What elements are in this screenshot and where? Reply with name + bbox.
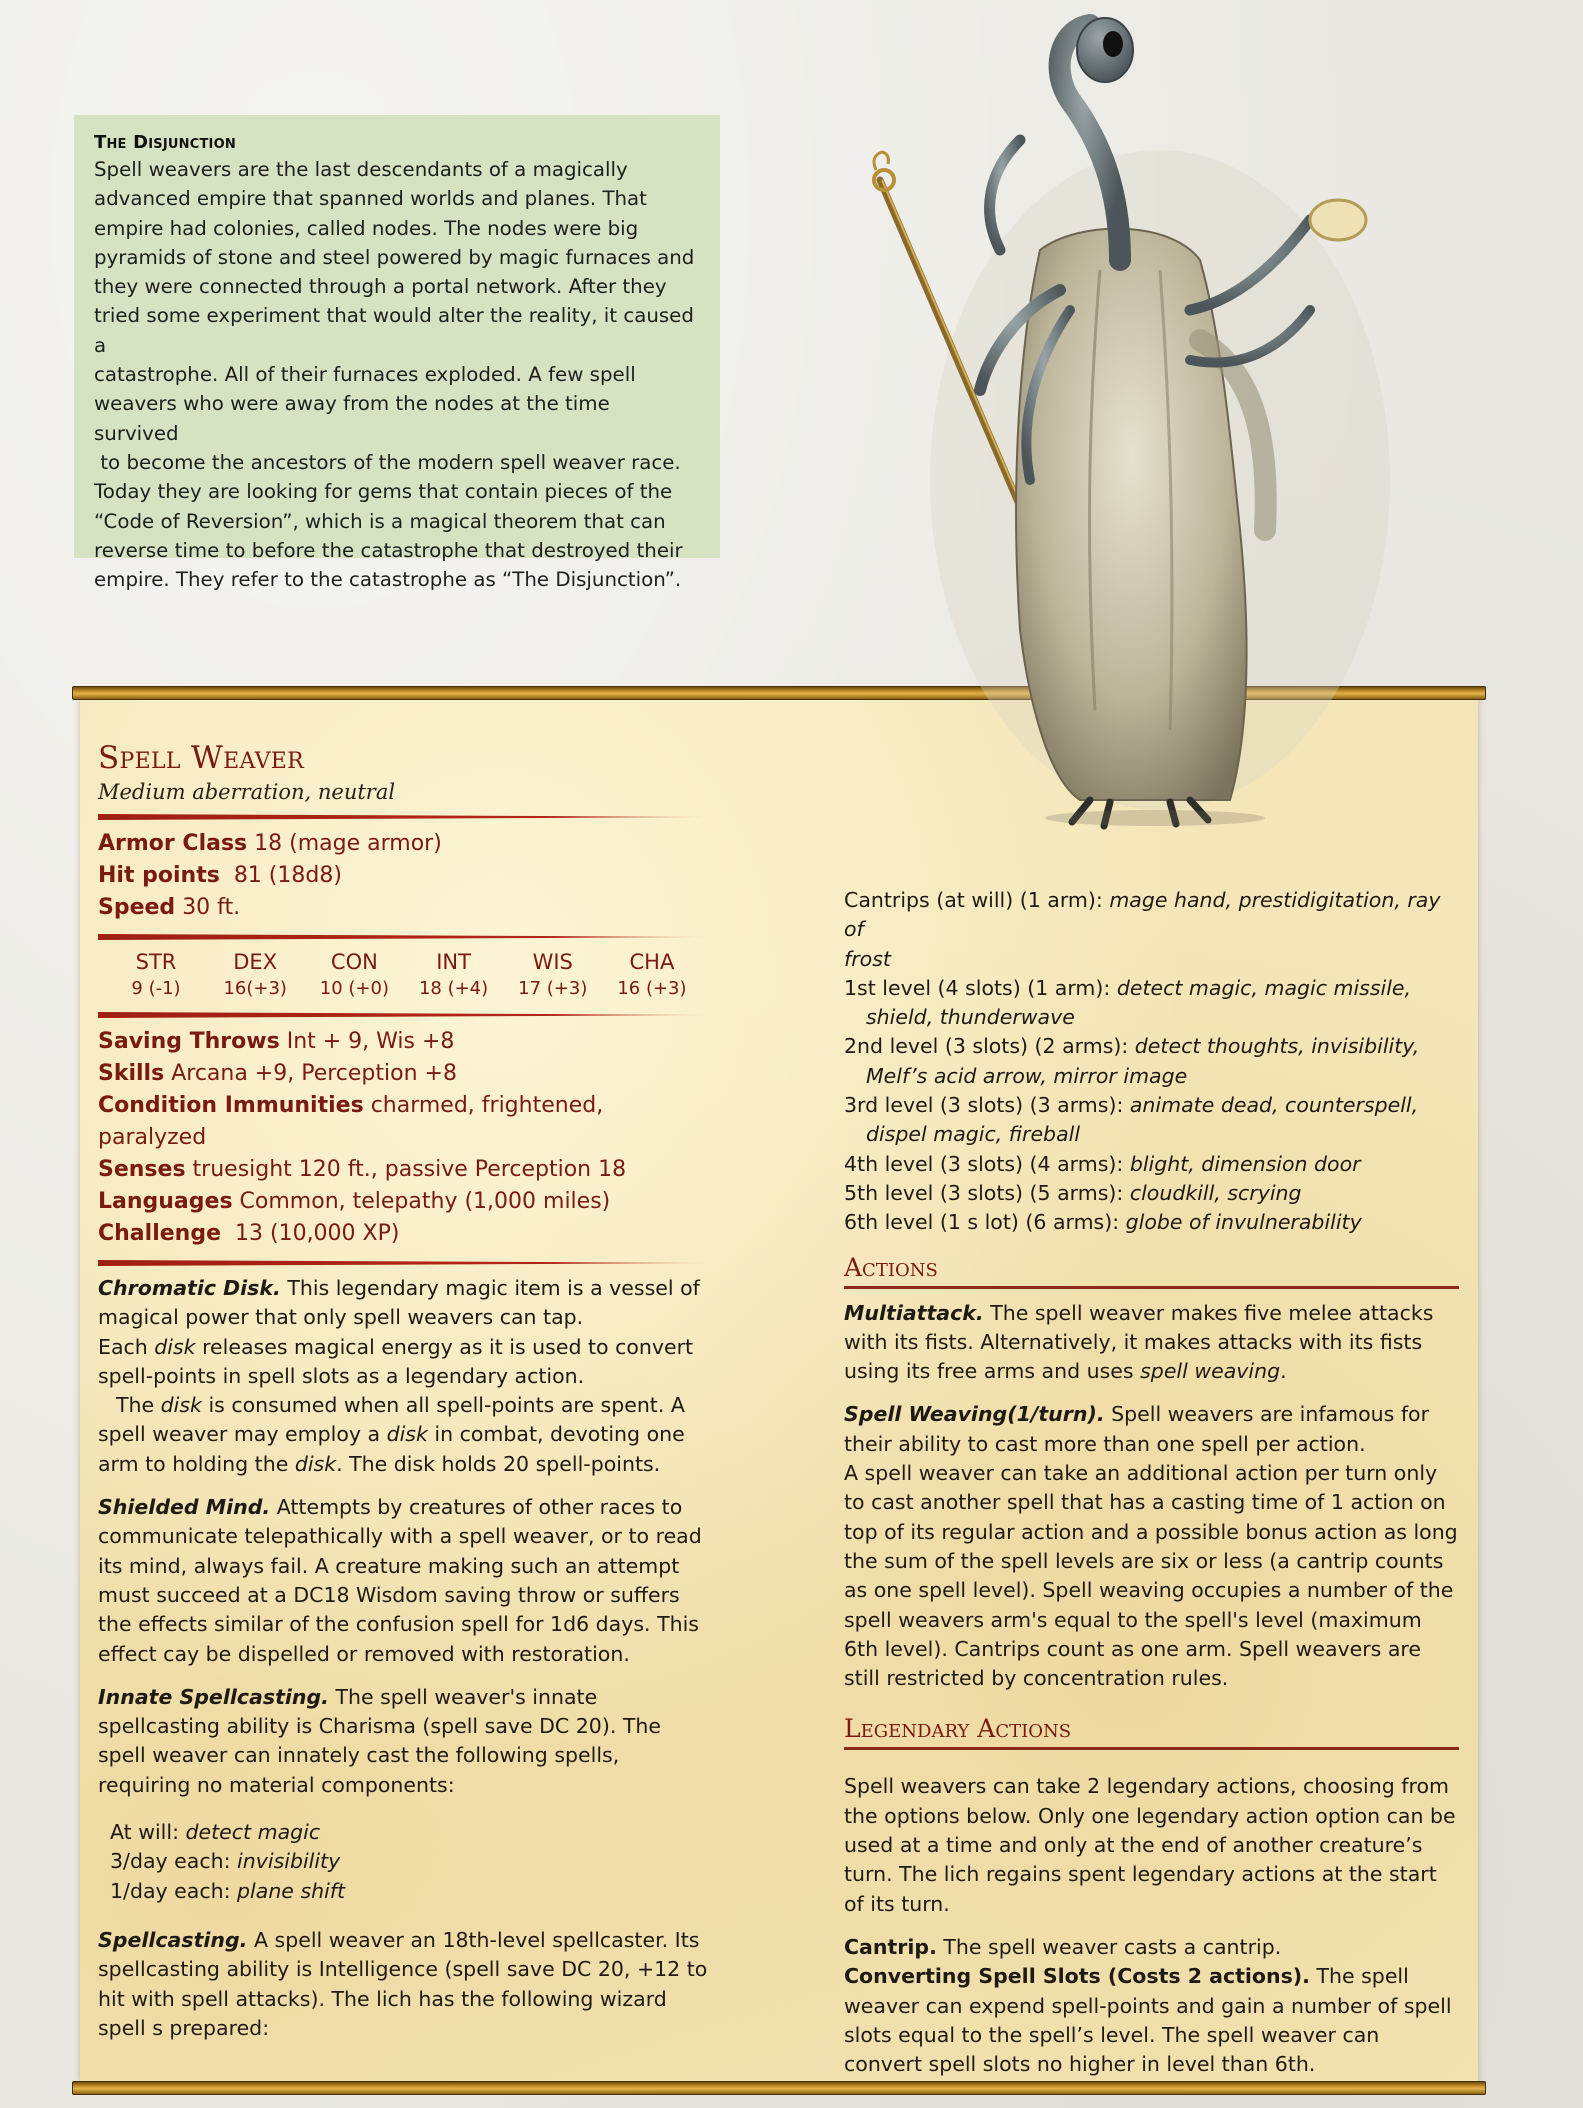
sidebar-line: “Code of Reversion”, which is a magical theorem that can bbox=[94, 509, 666, 533]
spell-slot-line: 4th level (3 slots) (4 arms): blight, dimension door bbox=[844, 1151, 1361, 1176]
sidebar-title: The Disjunction bbox=[94, 132, 236, 153]
stat-block-left-column bbox=[98, 740, 708, 2043]
hit-points: Hit points 81 (18d8) bbox=[98, 863, 342, 888]
sidebar-line: catastrophe. All of their furnaces exploded. A few spell bbox=[94, 363, 636, 387]
stat-block-right-column bbox=[844, 886, 1459, 2079]
divider bbox=[98, 1260, 708, 1266]
innate-spell-line: At will: detect magic bbox=[110, 1820, 321, 1845]
legendary-options: Cantrip. The spell weaver casts a cantrip. Converting Spell Slots (Costs 2 actions). The spell weaver can expend spell-points and gain a number of spell slots equal to the spell’s level. The spell weaver can convert spell slots no higher in level than 6th. bbox=[844, 1934, 1452, 2077]
actions-heading: Actions bbox=[844, 1252, 1459, 1289]
monster-name: Spell Weaver bbox=[98, 740, 304, 776]
divider bbox=[98, 814, 708, 820]
ability-wis: WIS 17 (+3) bbox=[518, 950, 588, 999]
trait-shielded-mind: Shielded Mind. Attempts by creatures of other races to communicate telepathically with a spell weaver, or to read its mind, always fail. A creature making such an attempt must succeed at a DC18 Wisdom saving throw or suffers the effects similar of the confusion spell for 1d6 days. This effect cay be dispelled or removed with restoration. bbox=[98, 1495, 702, 1666]
eye bbox=[1103, 31, 1123, 57]
divider bbox=[98, 1012, 708, 1018]
spell-slot-line: 5th level (3 slots) (5 arms): cloudkill, scrying bbox=[844, 1180, 1302, 1205]
action-spell-weaving: Spell Weaving(1/turn). Spell weavers are infamous for their ability to cast more than one spell per action. A spell weaver can take an additional action per turn only to cast another spell that has a casting time of 1 action on top of its regular action and a possible bonus action as long the sum of the spell levels are six or less (a cantrip counts as one spell level). Spell weaving occupies a number of the spell weavers arm's equal to the spell's level (maximum 6th level). Cantrips count as one arm. Spell weavers are still restricted by concentration rules. bbox=[844, 1402, 1458, 1691]
sidebar-note bbox=[74, 115, 720, 592]
chromatic-disk bbox=[1310, 200, 1366, 240]
sidebar-line: empire. They refer to the catastrophe as “The Disjunction”. bbox=[94, 568, 682, 592]
sidebar-line: pyramids of stone and steel powered by magic furnaces and bbox=[94, 245, 695, 269]
sidebar-line: reverse time to before the catastrophe that destroyed their bbox=[94, 538, 683, 562]
spell-slot-line: 2nd level (3 slots) (2 arms): detect thoughts, invisibility, bbox=[844, 1034, 1420, 1059]
languages: Languages Common, telepathy (1,000 miles) bbox=[98, 1189, 611, 1214]
ability-scores bbox=[98, 948, 708, 1002]
spell-slot-line: 3rd level (3 slots) (3 arms): animate dead, counterspell, bbox=[844, 1093, 1419, 1118]
action-multiattack: Multiattack. The spell weaver makes five melee attacks with its fists. Alternatively, it makes attacks with its fists using its free arms and uses spell weaving. bbox=[844, 1300, 1434, 1384]
ability-cha: CHA 16 (+3) bbox=[617, 950, 687, 999]
divider bbox=[98, 934, 708, 940]
challenge: Challenge 13 (10,000 XP) bbox=[98, 1221, 400, 1246]
sidebar-line: advanced empire that spanned worlds and planes. That bbox=[94, 187, 647, 211]
spell-slot-continuation: shield, thunderwave bbox=[866, 1005, 1075, 1030]
trait-spellcasting: Spellcasting. A spell weaver an 18th-level spellcaster. Its spellcasting ability is Intelligence (spell save DC 20, +12 to hit with spell attacks). The lich has the following wizard spell s prepared: bbox=[98, 1927, 708, 2040]
monster-type: Medium aberration, neutral bbox=[98, 780, 396, 804]
spell-slot-continuation: dispel magic, fireball bbox=[866, 1122, 1081, 1147]
legendary-intro: Spell weavers can take 2 legendary actions, choosing from the options below. Only one legendary action option can be used at a time and only at the end of another creature’s turn. The lich regains spent legendary actions at the start of its turn. bbox=[844, 1774, 1456, 1916]
sidebar-line: to become the ancestors of the modern spell weaver race. bbox=[94, 450, 681, 474]
sidebar-line: empire had colonies, called nodes. The nodes were big bbox=[94, 216, 639, 240]
sidebar-line: Spell weavers are the last descendants of a magically bbox=[94, 158, 628, 181]
ability-dex: DEX 16(+3) bbox=[223, 950, 287, 999]
spell-weaver-illustration bbox=[870, 10, 1470, 830]
skills: Skills Arcana +9, Perception +8 bbox=[98, 1061, 457, 1086]
sidebar-body bbox=[94, 155, 700, 594]
spell-slot-line: 6th level (1 s lot) (6 arms): globe of invulnerability bbox=[844, 1210, 1362, 1235]
armor-class: Armor Class 18 (mage armor) bbox=[98, 831, 442, 856]
spell-slot-line: Cantrips (at will) (1 arm): mage hand, prestidigitation, ray of bbox=[844, 888, 1441, 942]
spell-slot-line: 1st level (4 slots) (1 arm): detect magic, magic missile, bbox=[844, 975, 1412, 1000]
ability-con: CON 10 (+0) bbox=[319, 950, 389, 999]
sidebar-line: Today they are looking for gems that contain pieces of the bbox=[94, 480, 673, 504]
innate-spell-list bbox=[110, 1818, 708, 1906]
spell-slot-continuation: frost bbox=[844, 946, 891, 971]
spell-slot-list bbox=[844, 886, 1459, 1238]
speed: Speed 30 ft. bbox=[98, 895, 241, 920]
senses: Senses truesight 120 ft., passive Perception 18 bbox=[98, 1157, 627, 1182]
ability-str: STR 9 (-1) bbox=[131, 950, 181, 999]
spell-slot-continuation: Melf’s acid arrow, mirror image bbox=[866, 1063, 1188, 1088]
scroll-bottom-bar bbox=[72, 2081, 1486, 2095]
sidebar-line: weavers who were away from the nodes at the time survived bbox=[94, 392, 617, 445]
innate-spell-line: 1/day each: plane shift bbox=[110, 1878, 346, 1903]
trait-chromatic-disk: Chromatic Disk. This legendary magic item is a vessel of magical power that only spell weavers can tap. Each disk releases magical energy as it is used to convert spell-points in spell slots as a legendary action. The disk is consumed when all spell-points are spent. A spell weaver may employ a disk in combat, devoting one arm to holding the disk. The disk holds 20 spell-points. bbox=[98, 1276, 700, 1476]
condition-immunities: Condition Immunities charmed, frightened, paralyzed bbox=[98, 1093, 604, 1150]
legendary-actions-heading: Legendary Actions bbox=[844, 1713, 1459, 1750]
innate-spell-line: 3/day each: invisibility bbox=[110, 1849, 341, 1874]
sidebar-line: they were connected through a portal network. After they bbox=[94, 275, 667, 299]
trait-innate-spellcasting: Innate Spellcasting. The spell weaver's innate spellcasting ability is Charisma (spell save DC 20). The spell weaver can innately cast the following spells, requiring no material components: bbox=[98, 1684, 661, 1797]
ability-int: INT 18 (+4) bbox=[418, 950, 489, 999]
saving-throws: Saving Throws Int + 9, Wis +8 bbox=[98, 1029, 455, 1054]
sidebar-line: tried some experiment that would alter the reality, it caused a bbox=[94, 304, 701, 357]
